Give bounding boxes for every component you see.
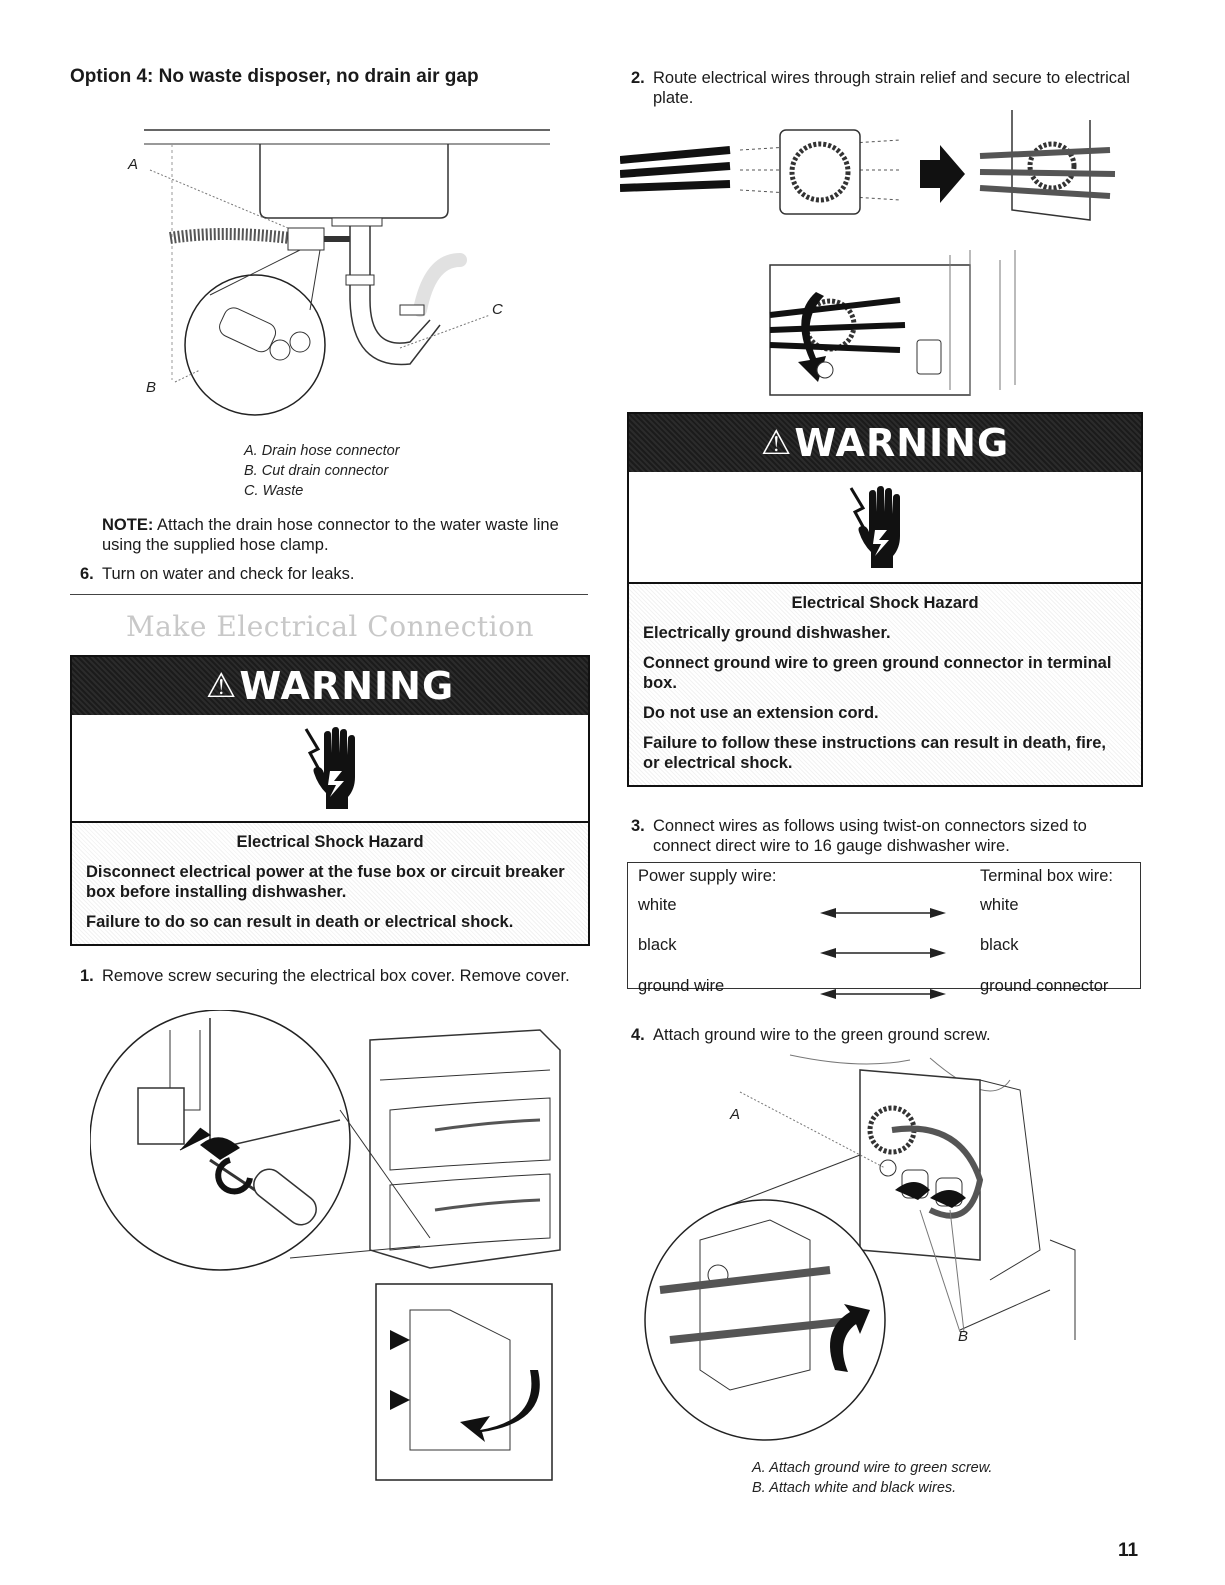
ground-wire-illustration: [630, 1050, 1110, 1460]
warning-body: [72, 823, 588, 944]
warning-icon-area: [72, 715, 588, 823]
ground-captions: [752, 1458, 992, 1498]
electric-shock-hand-icon: [304, 727, 360, 811]
step-4-text: Attach ground wire to the green ground screw.: [653, 1026, 991, 1044]
power-wire: white: [638, 896, 677, 914]
option-heading: Option 4: No waste disposer, no drain air gap: [70, 66, 479, 87]
warning-line: Connect ground wire to green ground connector in terminal box.: [643, 654, 1112, 692]
warning-title: WARNING: [239, 664, 455, 708]
power-wire: ground wire: [638, 977, 725, 995]
section-title: Make Electrical Connection: [126, 610, 534, 643]
warning-body: [629, 584, 1141, 785]
note-paragraph: [102, 515, 580, 555]
strain-relief-illustration: [620, 100, 1140, 400]
warning-line: Failure to follow these instructions can result in death, fire, or electrical shock.: [643, 734, 1106, 772]
step-3: [631, 816, 1137, 856]
step-6: [80, 564, 580, 584]
warning-box-left: [70, 655, 590, 946]
warning-hazard: Electrical Shock Hazard: [791, 594, 979, 612]
double-arrow-icons: [818, 903, 948, 1023]
step-1: [80, 966, 580, 986]
double-arrow-icon: [820, 989, 946, 999]
step-1-number: 1.: [80, 967, 94, 985]
caption-b: B. Attach white and black wires.: [752, 1480, 957, 1496]
header-terminal-box: Terminal box wire:: [980, 867, 1113, 885]
label-c: C: [492, 301, 503, 318]
warning-icon-area: [629, 472, 1141, 584]
label-a: A: [128, 156, 139, 173]
header-power-supply: Power supply wire:: [638, 867, 777, 885]
step-4-number: 4.: [631, 1026, 645, 1044]
warning-hazard: Electrical Shock Hazard: [236, 833, 424, 851]
drain-illustration: [120, 120, 560, 420]
warning-triangle-icon: ⚠: [760, 423, 793, 463]
warning-header: [72, 657, 588, 715]
electrical-box-cover-illustration: [90, 1010, 580, 1490]
section-divider: [70, 594, 588, 595]
warning-box-right: [627, 412, 1143, 787]
drain-captions: [244, 441, 400, 501]
note-text: Attach the drain hose connector to the water waste line using the supplied hose clamp.: [102, 516, 559, 554]
warning-header: [629, 414, 1141, 472]
step-1-text: Remove screw securing the electrical box cover. Remove cover.: [102, 967, 570, 985]
double-arrow-icon: [820, 948, 946, 958]
caption-c: C. Waste: [244, 483, 304, 499]
step-6-number: 6.: [80, 565, 94, 583]
step-2-text: Route electrical wires through strain relief and secure to electrical plate.: [653, 69, 1130, 107]
terminal-wire: white: [980, 896, 1019, 914]
electric-shock-hand-icon: [849, 486, 905, 570]
label-b: B: [146, 379, 157, 396]
step-2-number: 2.: [631, 69, 645, 87]
note-label: NOTE:: [102, 516, 154, 534]
step-4: [631, 1025, 1137, 1045]
caption-a: A. Attach ground wire to green screw.: [752, 1460, 993, 1476]
warning-title: WARNING: [794, 421, 1010, 465]
warning-line: Do not use an extension cord.: [643, 704, 879, 722]
warning-triangle-icon: ⚠: [205, 666, 238, 706]
terminal-wire: black: [980, 936, 1019, 954]
step-3-text: Connect wires as follows using twist-on connectors sized to connect direct wire to 16 gauge dishwasher wire.: [653, 817, 1087, 855]
page-number: 11: [1118, 1540, 1139, 1561]
label-b: B: [958, 1328, 969, 1345]
step-3-number: 3.: [631, 817, 645, 835]
warning-line: Failure to do so can result in death or electrical shock.: [86, 913, 514, 931]
warning-line: Disconnect electrical power at the fuse box or circuit breaker box before installing dishwasher.: [86, 863, 565, 901]
label-a: A: [730, 1106, 741, 1123]
caption-b: B. Cut drain connector: [244, 463, 389, 479]
warning-line: Electrically ground dishwasher.: [643, 624, 891, 642]
terminal-wire: ground connector: [980, 977, 1109, 995]
power-wire: black: [638, 936, 677, 954]
double-arrow-icon: [820, 908, 946, 918]
wire-connection-table: [627, 862, 1141, 995]
step-6-text: Turn on water and check for leaks.: [102, 565, 355, 583]
caption-a: A. Drain hose connector: [244, 443, 400, 459]
